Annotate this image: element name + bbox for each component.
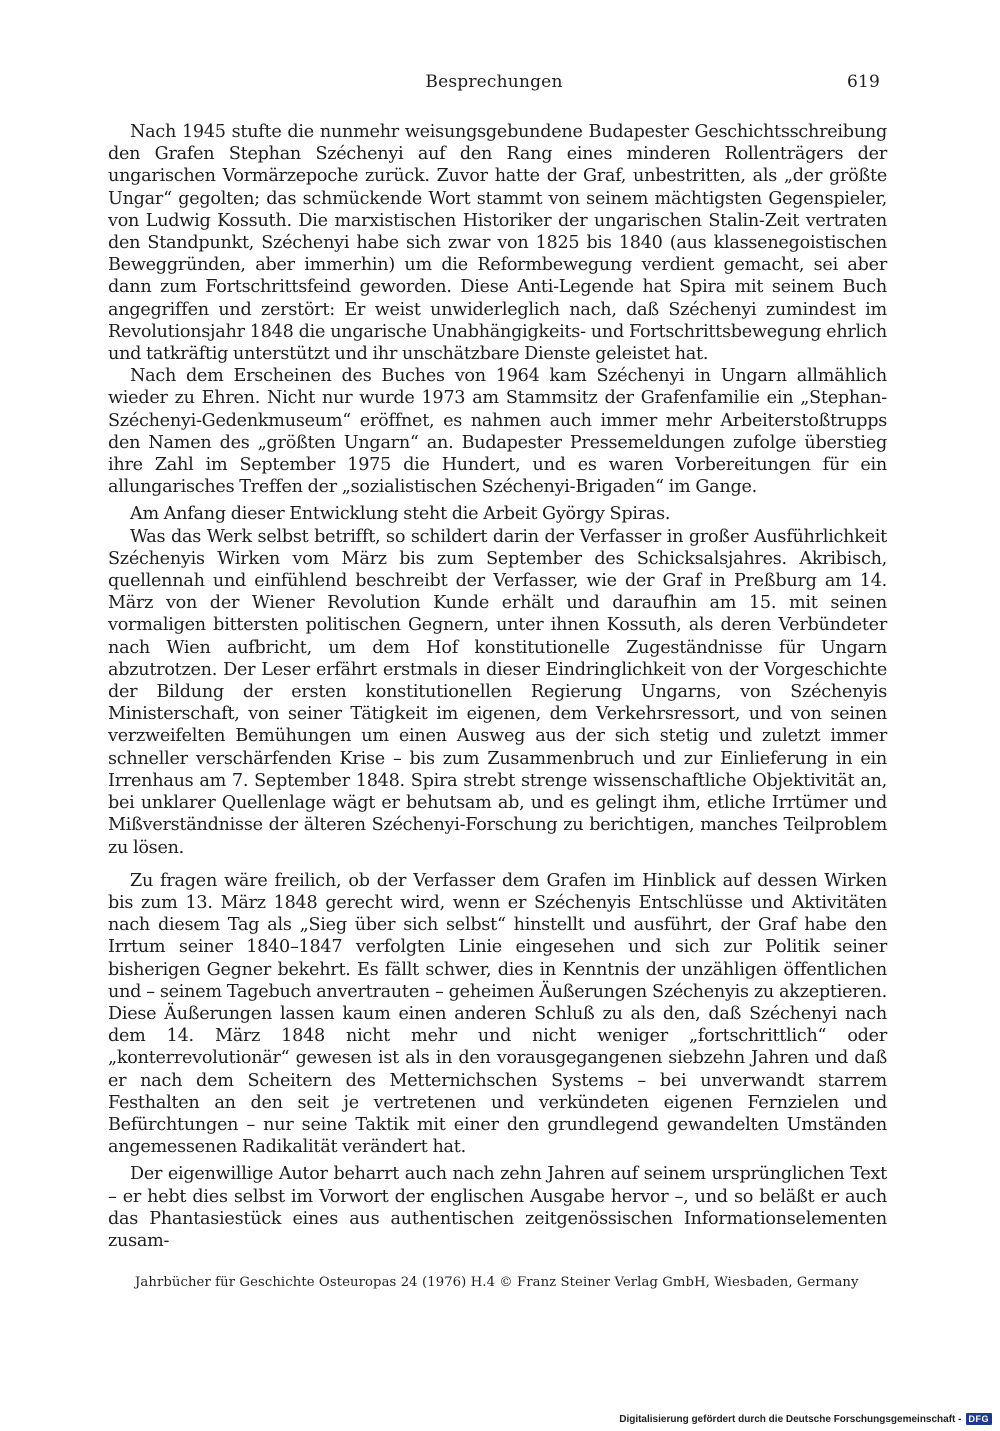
- paragraph: Zu fragen wäre freilich, ob der Verfasser dem Grafen im Hinblick auf dessen Wirken bis zum 13. März 1848 gerecht wird, wenn er Széchenyis Entschlüsse und Aktivitäten nach diesem Tag als „Sieg über sich selbst“ hinstellt und ausführt, der Graf habe den Irrtum seiner 1840–1847 verfolgten Linie eingesehen und sich zur Politik seiner bisherigen Gegner bekehrt. Es fällt schwer, dies in Kenntnis der unzähligen öffentlichen und – seinem Tagebuch anvertrauten – geheimen Äußerungen Széchenyis zu akzeptieren. Diese Äußerungen lassen kaum einen anderen Schluß zu als den, daß Széchenyi nach dem 14. März 1848 nicht mehr und nicht weniger „fortschrittlich“ oder „konterrevolutionär“ gewesen ist als in den vorausgegangenen siebzehn Jahren und daß er nach dem Scheitern des Metternichschen Systems – bei unverwandt starrem Festhalten an den seit je vertretenen und verkündeten eigenen Fernzielen und Befürchtungen – nur seine Taktik mit einer den grundlegend gewandelten Umständen angemessenen Radikalität verändert hat.: [108, 870, 887, 1158]
- paragraph: Was das Werk selbst betrifft, so schildert darin der Verfasser in großer Ausführlichkeit Széchenyis Wirken vom März bis zum September des Schicksalsjahres. Akribisch, quellennah und einfühlend beschreibt der Verfasser, wie der Graf in Preßburg am 14. März von der Wiener Revolution Kunde erhält und daraufhin am 15. mit seinen vormaligen bittersten politischen Gegnern, unter ihnen Kossuth, als deren Verbündeter nach Wien aufbricht, um dem Hof konstitutionelle Zugeständnisse für Ungarn abzutrotzen. Der Leser erfährt erstmals in dieser Eindringlichkeit von der Vorgeschichte der Bildung der ersten konstitutionellen Regierung Ungarns, von Széchenyis Ministerschaft, von seiner Tätigkeit im eigenen, dem Verkehrsressort, und von seinen verzweifelten Bemühungen um einen Ausweg aus der sich stetig und zuletzt immer schneller verschärfenden Krise – bis zum Zusammenbruch und zur Einlieferung in ein Irrenhaus am 7. September 1848. Spira strebt strenge wissenschaftliche Objektivität an, bei unklarer Quellenlage wägt er behutsam ab, und es gelingt ihm, etliche Irrtümer und Mißverständnisse der älteren Széchenyi-Forschung zu berichtigen, manches Teilproblem zu lösen.: [108, 526, 887, 858]
- paragraph: Nach 1945 stufte die nunmehr weisungsgebundene Budapester Geschichtsschreibung den Grafen Stephan Széchenyi auf den Rang eines minderen Rollenträgers der ungarischen Vormärzepoche zurück. Zuvor hatte der Graf, unbestritten, als „der größte Ungar“ gegolten; das schmückende Wort stammt von seinem mächtigsten Gegenspieler, von Ludwig Kossuth. Die marxistischen Historiker der ungarischen Stalin-Zeit vertraten den Standpunkt, Széchenyi habe sich zwar von 1825 bis 1840 (aus klassenegoistischen Beweggründen, aber immerhin) um die Reformbewegung verdient gemacht, sei aber dann zum Fortschrittsfeind geworden. Diese Anti-Legende hat Spira mit seinem Buch angegriffen und zerstört: Er weist unwiderleglich nach, daß Széchenyi zumindest im Revolutionsjahr 1848 die ungarische Unabhängigkeits- und Fortschrittsbewegung ehrlich und tatkräftig unterstützt und ihr unschätzbare Dienste geleistet hat.: [108, 122, 887, 365]
- paragraph: Nach dem Erscheinen des Buches von 1964 kam Széchenyi in Ungarn allmählich wieder zu Ehren. Nicht nur wurde 1973 am Stammsitz der Grafenfamilie ein „Stephan-Széchenyi-Gedenkmuseum“ eröffnet, es nahmen auch immer mehr Arbeiterstoßtrupps den Namen des „größten Ungarn“ an. Budapester Pressemeldungen zufolge überstieg ihre Zahl im September 1975 die Hundert, und es waren Vorbereitungen für ein allungarisches Treffen der „sozialistischen Széchenyi-Brigaden“ im Gange.: [108, 366, 887, 498]
- journal-citation: Jahrbücher für Geschichte Osteuropas 24 (1976) H.4 © Franz Steiner Verlag GmbH, Wiesbaden, Germany: [135, 1275, 859, 1290]
- digitization-banner: [619, 1411, 992, 1427]
- dfg-logo-icon: DFG: [966, 1413, 993, 1425]
- page-number: 619: [846, 72, 880, 92]
- running-header: [108, 72, 880, 100]
- section-title: Besprechungen: [425, 72, 563, 92]
- paragraph: Der eigenwillige Autor beharrt auch nach zehn Jahren auf seinem ursprünglichen Text – er hebt dies selbst im Vorwort der englischen Ausgabe hervor –, und so beläßt er auch das Phantasiestück eines aus authentischen zeitgenössischen Informationselementen zusam-: [108, 1164, 887, 1251]
- banner-text: Digitalisierung gefördert durch die Deutsche Forschungsgemeinschaft -: [619, 1413, 962, 1425]
- paragraph: Am Anfang dieser Entwicklung steht die Arbeit György Spiras.: [130, 504, 671, 525]
- article-body: [108, 121, 887, 1252]
